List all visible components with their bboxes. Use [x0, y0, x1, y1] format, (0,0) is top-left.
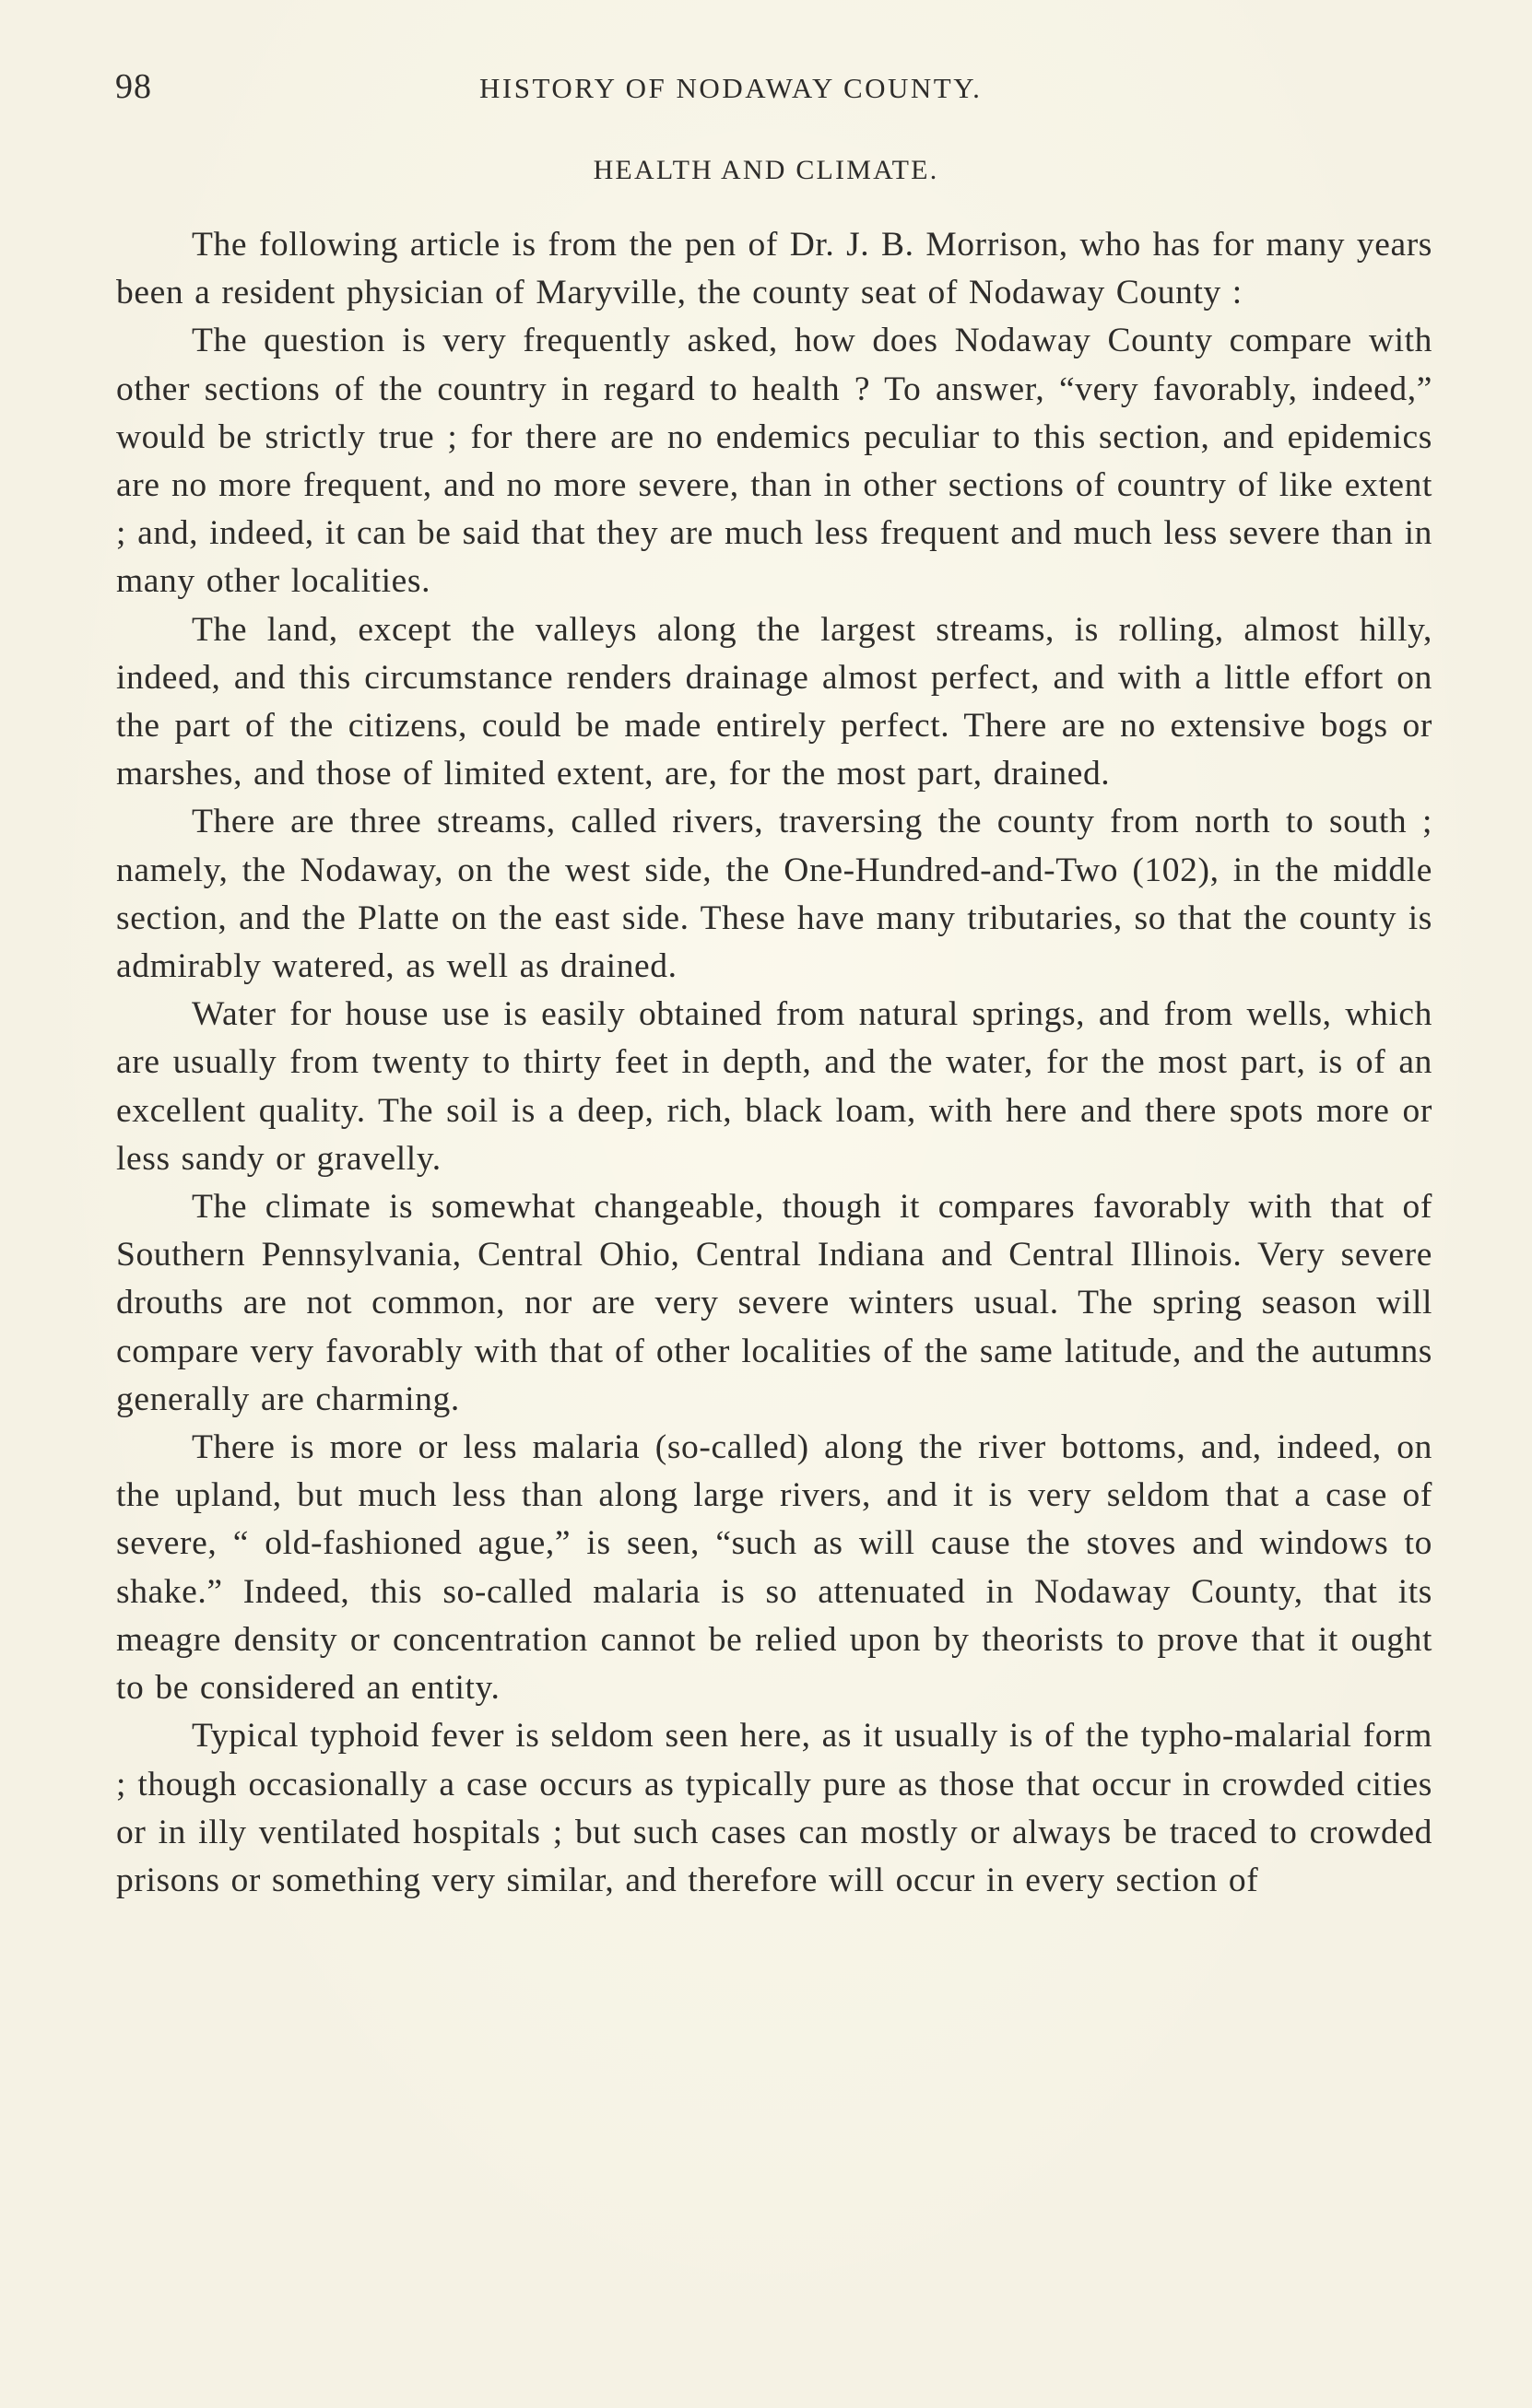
- page-number: 98: [115, 67, 152, 106]
- paragraph-typhoid: Typical typhoid fever is seldom seen here, as it usually is of the typho-malarial form ; though occasionally a case occurs as typically pure as those that occur in crowded cities or in illy ventilated hospitals ; but such cases can mostly or always be traced to crowded prisons or something very similar, and therefore will occur in every section of: [116, 1717, 1432, 1899]
- paragraph-rivers: There are three streams, called rivers, traversing the county from north to south ; namely, the Nodaway, on the west side, the One-Hundred-and-Two (102), in the middle section, and the Platte on the east side. These have many tributaries, so that the county is admirably watered, as well as drained.: [116, 803, 1432, 986]
- book-title: HISTORY OF NODAWAY COUNTY.: [479, 72, 983, 104]
- paragraph-intro: The following article is from the pen of Dr. J. B. Morrison, who has for many years been a resident physician of Maryville, the county seat of Nodaway County :: [116, 226, 1432, 312]
- article-body: [116, 221, 1432, 1905]
- paragraph-water-soil: Water for house use is easily obtained from natural springs, and from wells, which are usually from twenty to thirty feet in depth, and the water, for the most part, is of an excellent quality. The soil is a deep, rich, black loam, with here and there spots more or less sandy or gravelly.: [116, 995, 1432, 1178]
- paragraph-climate: The climate is somewhat changeable, though it compares favorably with that of Southern Pennsylvania, Central Ohio, Central Indiana and Central Illinois. Very severe drouths are not common, nor are very severe winters usual. The spring season will compare very favorably with that of other localities of the same latitude, and the autumns generally are charming.: [116, 1188, 1432, 1418]
- paragraph-health-question: The question is very frequently asked, how does Nodaway County compare with other sections of the country in regard to health ? To answer, “very favorably, indeed,” would be strictly true ; for there are no endemics peculiar to this section, and epidemics are no more frequent, and no more severe, than in other sections of country of like extent ; and, indeed, it can be said that they are much less frequent and much less severe than in many other localities.: [116, 322, 1432, 601]
- paragraph-malaria: There is more or less malaria (so-called) along the river bottoms, and, indeed, on the upland, but much less than along large rivers, and it is very seldom that a case of severe, “ old-fashioned ague,” is seen, “such as will cause the stoves and windows to shake.” Indeed, this so-called malaria is so attenuated in Nodaway County, that its meagre density or concentration cannot be relied upon by theorists to prove that it ought to be considered an entity.: [116, 1428, 1432, 1708]
- section-title: HEALTH AND CLIMATE.: [593, 155, 939, 185]
- running-head: [115, 66, 1424, 122]
- paragraph-land-drainage: The land, except the valleys along the largest streams, is rolling, almost hilly, indeed, and this circumstance renders drainage almost perfect, and with a little effort on the part of the citizens, could be made entirely perfect. There are no extensive bogs or marshes, and those of limited extent, are, for the most part, drained.: [116, 610, 1432, 793]
